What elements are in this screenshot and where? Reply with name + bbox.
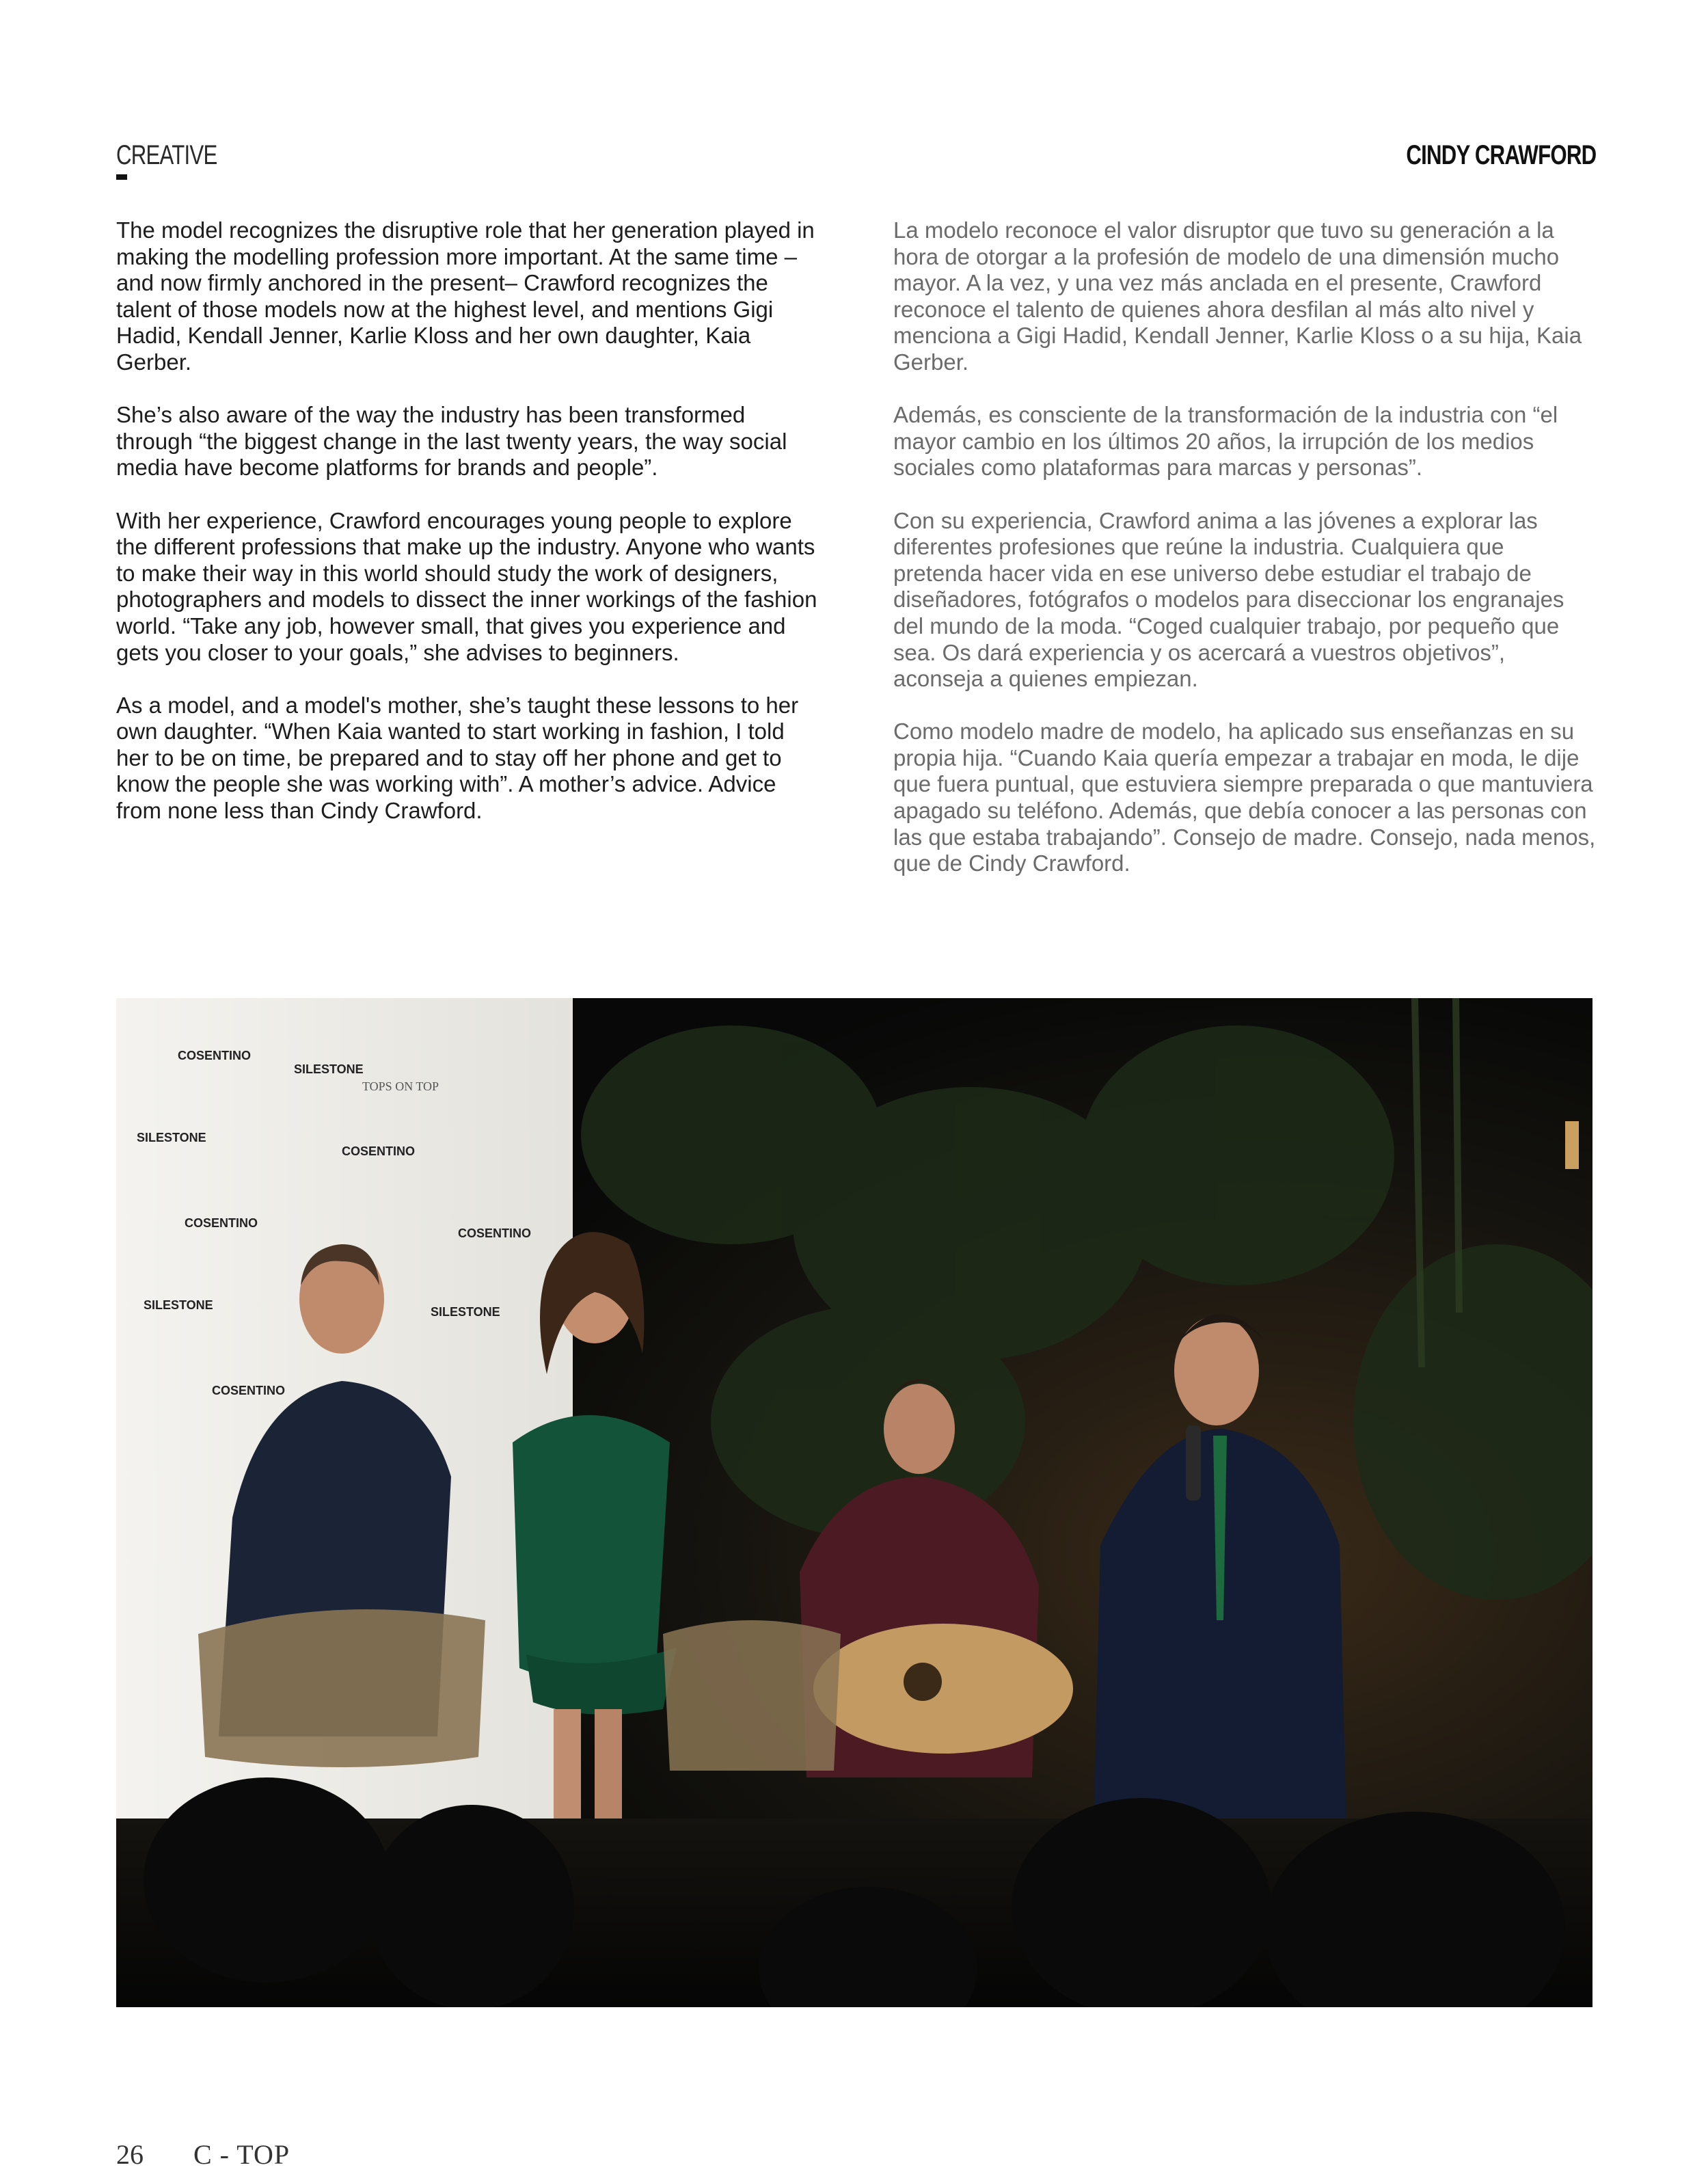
backdrop-logo-silestone: SILESTONE: [431, 1305, 500, 1319]
spanish-paragraph: La modelo reconoce el valor disruptor que tuvo su generación a la hora de otorgar a la profesión de modelo de una dimensión mucho mayor. A la vez, y una vez más anclada en el presente, Crawford reconoce el talento de quienes ahora desfilan al más alto nivel y menciona a Gigi Hadid, Kendall Jenner, Karlie Kloss o a su hija, Kaia Gerber.: [893, 217, 1582, 375]
running-title: CINDY CRAWFORD: [1406, 140, 1596, 170]
spanish-paragraph: Con su experiencia, Crawford anima a las jóvenes a explorar las diferentes profesiones que reúne la industria. Cualquiera que pretenda hacer vida en ese universo debe estudiar el trabajo de diseñadores, fotógrafos o modelos para diseccionar los engranajes del mundo de la moda. “Coged cualquier trabajo, por pequeño que sea. Os dará experiencia y os acercará a vuestros objetivos”, aconseja a quienes empiezan.: [893, 507, 1564, 692]
spanish-paragraph: Como modelo madre de modelo, ha aplicado sus enseñanzas en su propia hija. “Cuando Kaia quería empezar a trabajar en moda, le dije que fuera puntual, que estuviera siempre preparada o que mantuviera apagado su teléfono. Además, que debía conocer a las personas con las que estaba trabajando”. Consejo de madre. Consejo, nada menos, que de Cindy Crawford.: [893, 719, 1596, 876]
english-paragraph: She’s also aware of the way the industry has been transformed through “the biggest change in the last twenty years, the way social media have become platforms for brands and people”.: [116, 402, 787, 481]
spanish-column: [893, 217, 1597, 903]
backdrop-logo-silestone: SILESTONE: [294, 1062, 364, 1076]
spanish-paragraph: Además, es consciente de la transformación de la industria con “el mayor cambio en los últimos 20 años, la irrupción de los medios sociales como plataformas para marcas y personas”.: [893, 402, 1558, 481]
page-number: 26: [116, 2139, 144, 2170]
backdrop-logo-silestone: SILESTONE: [137, 1131, 206, 1144]
magazine-name: C - TOP: [193, 2139, 290, 2170]
event-photo: [116, 998, 1592, 2007]
english-column: [116, 217, 820, 850]
backdrop-logo-cosentino: COSENTINO: [178, 1049, 252, 1062]
backdrop-logo-cosentino: COSENTINO: [342, 1144, 416, 1158]
english-paragraph: The model recognizes the disruptive role that her generation played in making the modelling profession more important. At the same time –and now firmly anchored in the present– Crawford recognizes the talent of those models now at the highest level, and mentions Gigi Hadid, Kendall Jenner, Karlie Kloss and her own daughter, Kaia Gerber.: [116, 217, 815, 375]
english-paragraph: As a model, and a model's mother, she’s taught these lessons to her own daughter. “When Kaia wanted to start working in fashion, I told her to be on time, be prepared and to stay off her phone and get to know the people she was working with”. A mother’s advice. Advice from none less than Cindy Crawford.: [116, 692, 799, 824]
backdrop-logo-cosentino: COSENTINO: [458, 1226, 532, 1240]
english-paragraph: With her experience, Crawford encourages young people to explore the different professions that make up the industry. Anyone who wants to make their way in this world should study the work of designers, photographers and models to dissect the inner workings of the fashion world. “Take any job, however small, that gives you experience and gets you closer to your goals,” she advises to beginners.: [116, 507, 817, 665]
backdrop-logo-cosentino: COSENTINO: [212, 1384, 286, 1397]
section-label: CREATIVE: [116, 140, 217, 170]
section-marker: [116, 174, 127, 180]
backdrop-logo-topsontop: TOPS ON TOP: [362, 1079, 439, 1093]
backdrop-logo-cosentino: COSENTINO: [185, 1216, 258, 1230]
backdrop-logo-silestone: SILESTONE: [144, 1298, 213, 1312]
